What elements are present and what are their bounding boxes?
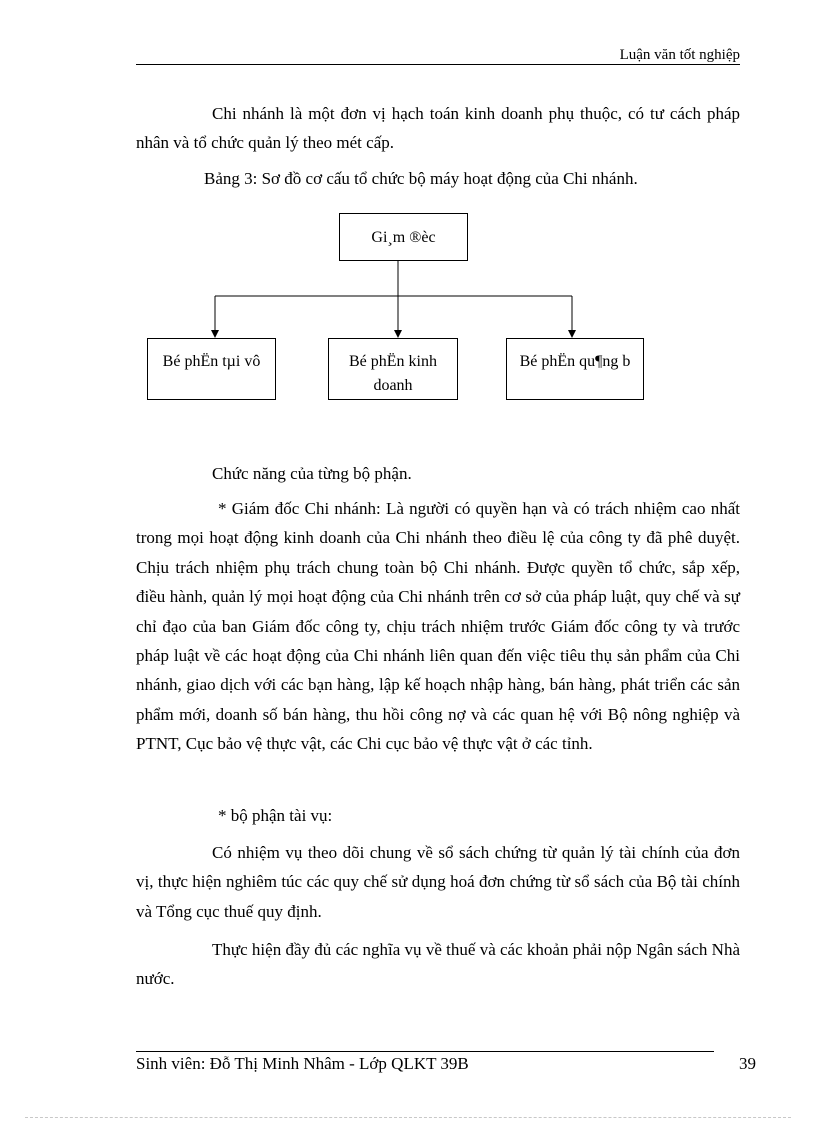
page-edge xyxy=(25,1117,791,1118)
director-paragraph: * Giám đốc Chi nhánh: Là người có quyền hạn và có trách nhiệm cao nhất trong mọi hoạt động kinh doanh của Chi nhánh theo điều lệ của công ty đã phê duyệt. Chịu trách nhiệm phụ trách chung toàn bộ Chi nhánh. Được quyền tổ chức, sắp xếp, điều hành, quản lý mọi hoạt động của Chi nhánh trên cơ sở của pháp luật, quy chế và sự chỉ đạo của ban Giám đốc công ty, chịu trách nhiệm trước Giám đốc công ty và trước pháp luật về các hoạt động của Chi nhánh liên quan đến việc tiêu thụ sản phẩm của Chi nhánh, giao dịch với các bạn hàng, lập kế hoạch nhập hàng, bán hàng, phát triển các sản phẩm mới, doanh số bán hàng, thu hồi công nợ và các quan hệ với Bộ nông nghiệp và PTNT, Cục bảo vệ thực vật, các Chi cục bảo vệ thực vật ở các tỉnh. xyxy=(136,499,740,754)
chart-caption: Bảng 3: Sơ đồ cơ cấu tổ chức bộ máy hoạt động của Chi nhánh. xyxy=(204,169,638,188)
org-box-business: Bé phËn kinh doanh xyxy=(328,338,458,400)
header-title: Luận văn tốt nghiệp xyxy=(619,47,740,63)
org-box-director: Gi¸m ®èc xyxy=(339,213,468,261)
finance-paragraph-1: Có nhiệm vụ theo dõi chung về sổ sách chứng từ quản lý tài chính của đơn vị, thực hiện nghiêm túc các quy chế sử dụng hoá đơn chứng từ sổ sách của Bộ tài chính và Tổng cục thuế quy định. xyxy=(136,843,740,921)
footer-student: Sinh viên: Đỗ Thị Minh Nhâm - Lớp QLKT 39B xyxy=(136,1054,469,1073)
finance-paragraph-2: Thực hiện đầy đủ các nghĩa vụ về thuế và các khoản phải nộp Ngân sách Nhà nước. xyxy=(136,940,740,989)
page-number: 39 xyxy=(739,1054,756,1073)
finance-heading: * bộ phận tài vụ: xyxy=(218,806,333,825)
footer-divider xyxy=(136,1051,714,1052)
intro-paragraph: Chi nhánh là một đơn vị hạch toán kinh doanh phụ thuộc, có tư cách pháp nhân và tổ chức quản lý theo mét cấp. xyxy=(136,104,740,153)
functions-heading: Chức năng của từng bộ phận. xyxy=(212,464,412,483)
org-box-advertising: Bé phËn qu¶ng b xyxy=(506,338,644,400)
org-box-finance: Bé phËn tµi vô xyxy=(147,338,276,400)
